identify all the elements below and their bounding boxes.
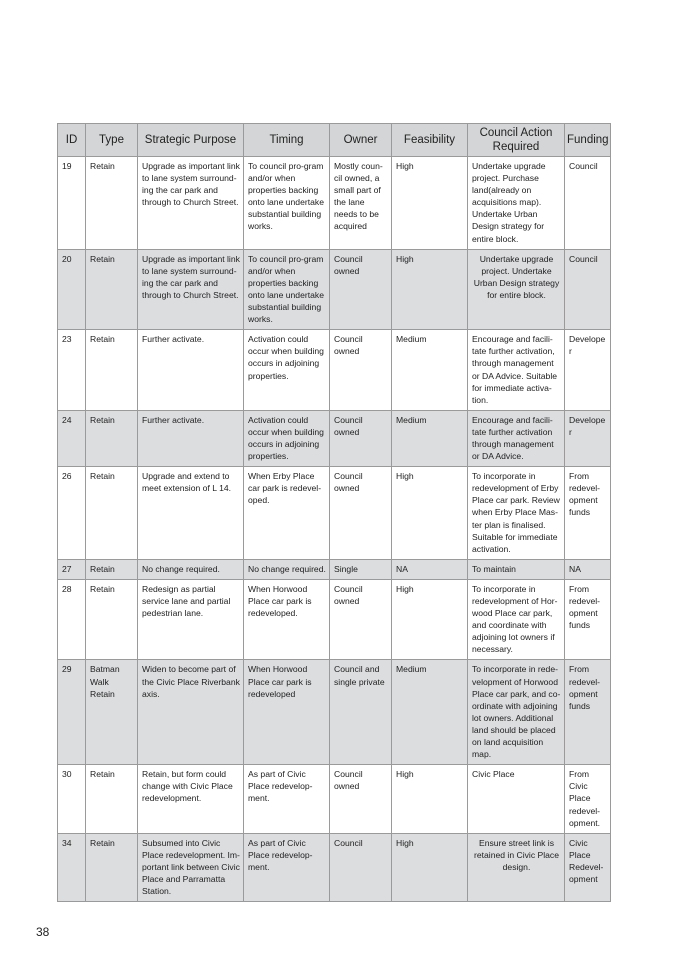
- cell-council-action: Ensure street link is retained in Civic Place design.: [468, 833, 565, 901]
- cell-strategic-purpose: Subsumed into Civic Place redevelopment. Im-portant link between Civic Place and Parramatta Station.: [138, 833, 244, 901]
- cell-id: 24: [58, 410, 86, 466]
- cell-funding: Council: [565, 157, 611, 250]
- cell-council-action: To incorporate in redevelopment of Erby Place car park. Review when Erby Place Mas-ter plan is ﬁnalised. Suitable for immediate activation.: [468, 467, 565, 560]
- table-row: [58, 833, 611, 901]
- cell-strategic-purpose: Further activate.: [138, 410, 244, 466]
- cell-council-action: Encourage and facili-tate further activation, through management or DA Advice. Suitable for immediate activa-tion.: [468, 330, 565, 411]
- cell-owner: Single: [330, 559, 392, 579]
- table-row: [58, 157, 611, 250]
- cell-owner: Mostly coun-cil owned, a small part of the lane needs to be acquired: [330, 157, 392, 250]
- cell-funding: Council: [565, 249, 611, 330]
- cell-owner: Council owned: [330, 579, 392, 660]
- cell-type: Retain: [86, 467, 138, 560]
- cell-council-action: Undertake upgrade project. Purchase land(already on acquisitions map). Undertake Urban Design strategy for entire block.: [468, 157, 565, 250]
- cell-strategic-purpose: Upgrade as important link to lane system surround-ing the car park and through to Church Street.: [138, 249, 244, 330]
- header-council-action: Council Action Required: [468, 124, 565, 157]
- cell-owner: Council: [330, 833, 392, 901]
- cell-feasibility: High: [392, 467, 468, 560]
- table-row: [58, 330, 611, 411]
- header-strategic-purpose: Strategic Purpose: [138, 124, 244, 157]
- lane-actions-table: [57, 123, 611, 902]
- cell-type: Batman Walk Retain: [86, 660, 138, 765]
- cell-owner: Council owned: [330, 330, 392, 411]
- cell-feasibility: High: [392, 249, 468, 330]
- cell-timing: When Erby Place car park is redevel-oped.: [244, 467, 330, 560]
- cell-strategic-purpose: No change required.: [138, 559, 244, 579]
- cell-type: Retain: [86, 579, 138, 660]
- cell-owner: Council owned: [330, 765, 392, 833]
- cell-strategic-purpose: Widen to become part of the Civic Place Riverbank axis.: [138, 660, 244, 765]
- header-timing: Timing: [244, 124, 330, 157]
- cell-type: Retain: [86, 833, 138, 901]
- cell-funding: From Civic Place redevel-opment.: [565, 765, 611, 833]
- cell-strategic-purpose: Retain, but form could change with Civic Place redevelopment.: [138, 765, 244, 833]
- cell-id: 29: [58, 660, 86, 765]
- cell-timing: To council pro-gram and/or when properties backing onto lane undertake substantial building works.: [244, 157, 330, 250]
- cell-feasibility: Medium: [392, 660, 468, 765]
- cell-owner: Council owned: [330, 249, 392, 330]
- cell-timing: As part of Civic Place redevelop-ment.: [244, 833, 330, 901]
- cell-funding: NA: [565, 559, 611, 579]
- table-row: [58, 579, 611, 660]
- cell-type: Retain: [86, 157, 138, 250]
- cell-feasibility: NA: [392, 559, 468, 579]
- cell-feasibility: High: [392, 833, 468, 901]
- table-row: [58, 559, 611, 579]
- table-row: [58, 765, 611, 833]
- cell-type: Retain: [86, 249, 138, 330]
- cell-council-action: Encourage and facili-tate further activation through management or DA Advice.: [468, 410, 565, 466]
- cell-strategic-purpose: Upgrade and extend to meet extension of L 14.: [138, 467, 244, 560]
- cell-funding: Civic Place Redevel-opment: [565, 833, 611, 901]
- cell-id: 26: [58, 467, 86, 560]
- cell-funding: Developer: [565, 410, 611, 466]
- cell-feasibility: High: [392, 157, 468, 250]
- table-row: [58, 660, 611, 765]
- cell-type: Retain: [86, 559, 138, 579]
- cell-timing: When Horwood Place car park is redeveloped.: [244, 579, 330, 660]
- cell-timing: Activation could occur when building occurs in adjoining properties.: [244, 330, 330, 411]
- cell-council-action: Civic Place: [468, 765, 565, 833]
- cell-owner: Council and single private: [330, 660, 392, 765]
- cell-id: 28: [58, 579, 86, 660]
- cell-council-action: To maintain: [468, 559, 565, 579]
- cell-timing: To council pro-gram and/or when properties backing onto lane undertake substantial building works.: [244, 249, 330, 330]
- cell-owner: Council owned: [330, 410, 392, 466]
- cell-strategic-purpose: Upgrade as important link to lane system surround-ing the car park and through to Church Street.: [138, 157, 244, 250]
- cell-funding: From redevel-opment funds: [565, 660, 611, 765]
- header-type: Type: [86, 124, 138, 157]
- cell-funding: From redevel-opment funds: [565, 579, 611, 660]
- cell-feasibility: Medium: [392, 330, 468, 411]
- cell-type: Retain: [86, 410, 138, 466]
- table-row: [58, 467, 611, 560]
- cell-type: Retain: [86, 330, 138, 411]
- cell-funding: From redevel-opment funds: [565, 467, 611, 560]
- table-row: [58, 410, 611, 466]
- header-funding: Funding: [565, 124, 611, 157]
- cell-timing: As part of Civic Place redevelop-ment.: [244, 765, 330, 833]
- lane-actions-table-container: [57, 123, 610, 902]
- cell-feasibility: High: [392, 765, 468, 833]
- cell-id: 34: [58, 833, 86, 901]
- cell-id: 23: [58, 330, 86, 411]
- cell-id: 27: [58, 559, 86, 579]
- table-header-row: [58, 124, 611, 157]
- header-owner: Owner: [330, 124, 392, 157]
- page-number: 38: [36, 925, 50, 939]
- cell-type: Retain: [86, 765, 138, 833]
- cell-id: 20: [58, 249, 86, 330]
- cell-funding: Developer: [565, 330, 611, 411]
- cell-feasibility: High: [392, 579, 468, 660]
- cell-owner: Council owned: [330, 467, 392, 560]
- cell-timing: Activation could occur when building occurs in adjoining properties.: [244, 410, 330, 466]
- cell-id: 19: [58, 157, 86, 250]
- cell-council-action: To incorporate in redevelopment of Hor-wood Place car park, and coordinate with adjoining lot owners if necessary.: [468, 579, 565, 660]
- cell-timing: When Horwood Place car park is redeveloped: [244, 660, 330, 765]
- cell-id: 30: [58, 765, 86, 833]
- cell-council-action: To incorporate in rede-velopment of Horwood Place car park, and co-ordinate with adjoining lot owners. Additional land should be placed on land acquisition map.: [468, 660, 565, 765]
- cell-timing: No change required.: [244, 559, 330, 579]
- table-row: [58, 249, 611, 330]
- cell-council-action: Undertake upgrade project. Undertake Urban Design strategy for entire block.: [468, 249, 565, 330]
- header-id: ID: [58, 124, 86, 157]
- header-feasibility: Feasibility: [392, 124, 468, 157]
- cell-strategic-purpose: Redesign as partial service lane and partial pedestrian lane.: [138, 579, 244, 660]
- table-body: [58, 157, 611, 902]
- cell-strategic-purpose: Further activate.: [138, 330, 244, 411]
- cell-feasibility: Medium: [392, 410, 468, 466]
